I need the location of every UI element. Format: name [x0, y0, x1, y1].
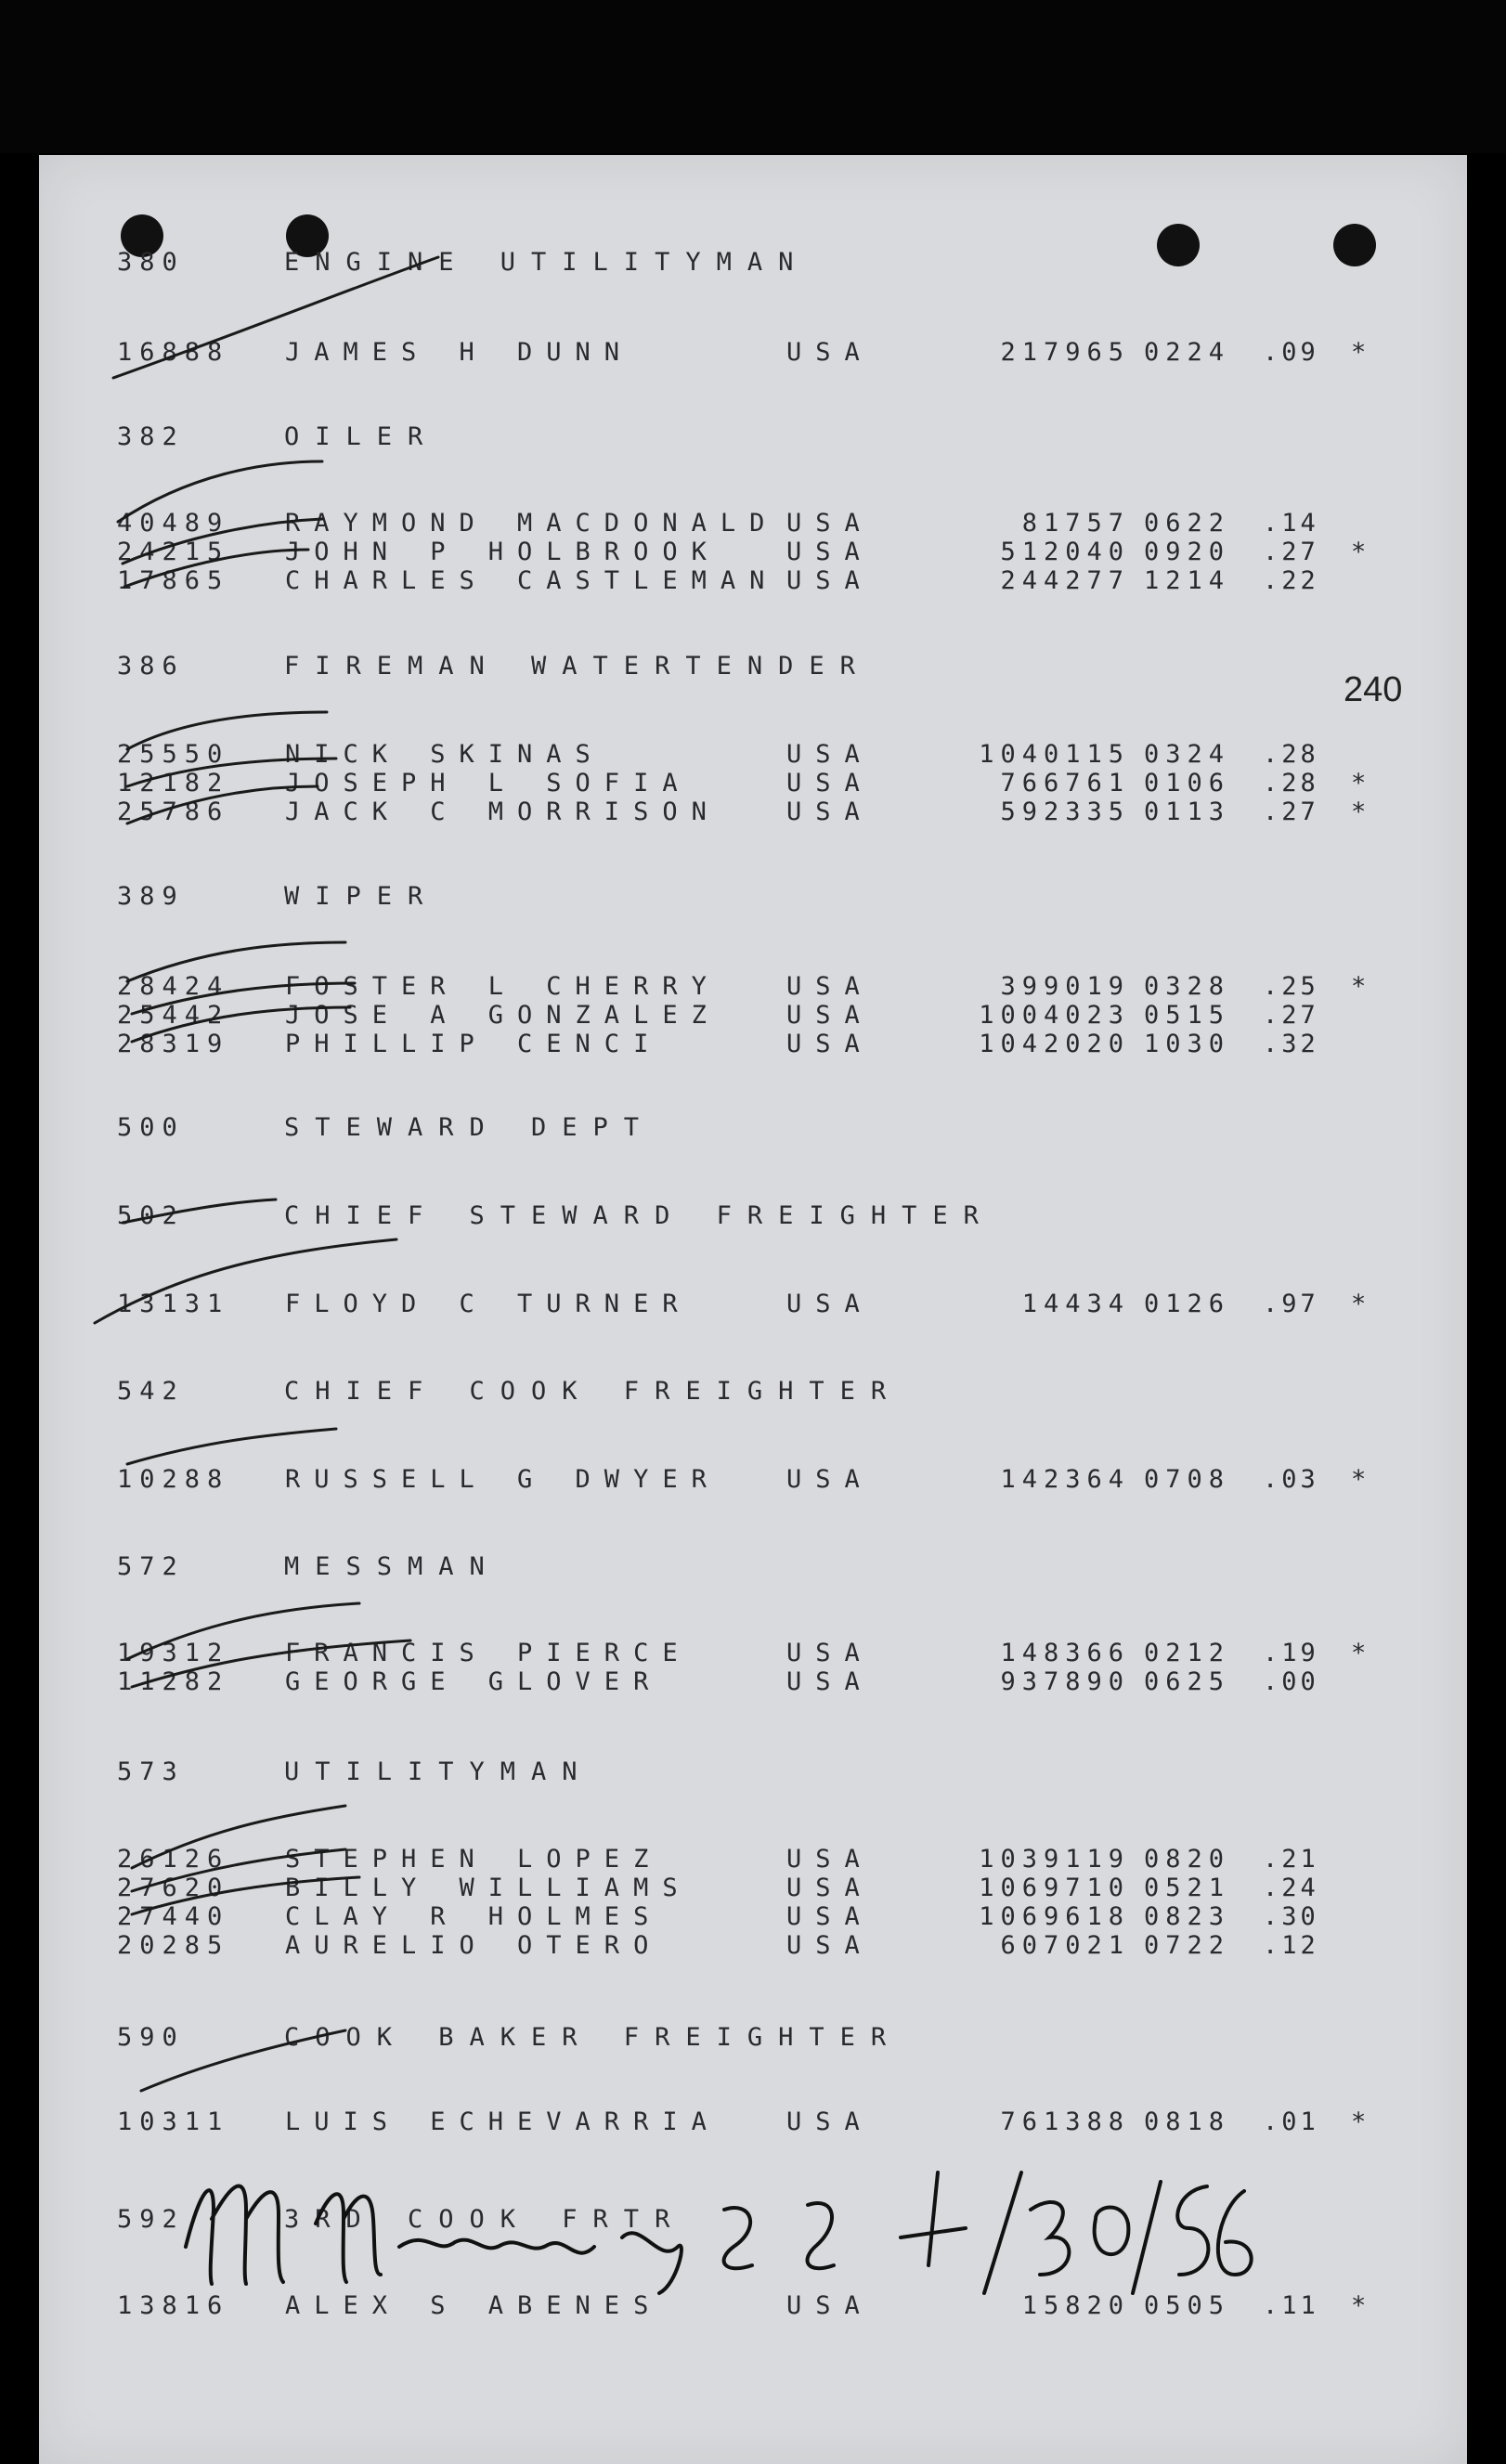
- rate-value: .27: [1263, 798, 1319, 826]
- asterisk-mark: *: [1351, 1465, 1367, 1494]
- section-code: 380: [117, 248, 185, 277]
- rate-value: .14: [1263, 509, 1319, 538]
- nationality: USA: [786, 740, 874, 769]
- table-row: [39, 509, 1467, 540]
- crew-name: ALEX S ABENES: [285, 2291, 663, 2320]
- asterisk-mark: *: [1351, 1290, 1367, 1318]
- document-id: 1042020: [979, 1030, 1130, 1058]
- asterisk-mark: *: [1351, 538, 1367, 566]
- crew-number: 13131: [117, 1290, 230, 1318]
- rate-value: .28: [1263, 740, 1319, 769]
- crew-number: 16888: [117, 338, 230, 367]
- nationality: USA: [786, 769, 874, 798]
- rate-value: .97: [1263, 1290, 1319, 1318]
- crew-name: FLOYD C TURNER: [285, 1290, 692, 1318]
- crew-number: 40489: [117, 509, 230, 538]
- nationality: USA: [786, 972, 874, 1001]
- nationality: USA: [786, 1639, 874, 1667]
- asterisk-mark: *: [1351, 769, 1367, 798]
- document-id: 217965: [1000, 338, 1130, 367]
- document-id: 1040115: [979, 740, 1130, 769]
- section-title: WIPER: [284, 882, 439, 911]
- rate-value: .24: [1263, 1874, 1319, 1902]
- table-row: [39, 566, 1467, 598]
- crew-number: 26126: [117, 1845, 230, 1874]
- table-row: [39, 1639, 1467, 1670]
- table-row: [39, 1001, 1467, 1032]
- asterisk-mark: *: [1351, 338, 1367, 367]
- section-header: [39, 422, 1467, 454]
- date-code: 0106: [1144, 769, 1231, 798]
- nationality: USA: [786, 1290, 874, 1318]
- asterisk-mark: *: [1351, 972, 1367, 1001]
- date-code: 0823: [1144, 1902, 1231, 1931]
- document-id: 399019: [1000, 972, 1130, 1001]
- section-header: [39, 1201, 1467, 1233]
- table-row: [39, 538, 1467, 569]
- crew-name: FOSTER L CHERRY: [285, 972, 721, 1001]
- crew-number: 10311: [117, 2107, 230, 2136]
- date-code: 0708: [1144, 1465, 1231, 1494]
- crew-name: FRANCIS PIERCE: [285, 1639, 692, 1667]
- crew-name: RAYMOND MACDONALD: [285, 509, 779, 538]
- document-id: 1069618: [979, 1902, 1130, 1931]
- table-row: [39, 1290, 1467, 1321]
- document-page: [39, 155, 1467, 2464]
- nationality: USA: [786, 538, 874, 566]
- document-id: 607021: [1000, 1931, 1130, 1960]
- rate-value: .03: [1263, 1465, 1319, 1494]
- section-code: 382: [117, 422, 185, 451]
- section-code: 389: [117, 882, 185, 911]
- nationality: USA: [786, 1874, 874, 1902]
- section-title: UTILITYMAN: [284, 1757, 593, 1786]
- table-row: [39, 769, 1467, 800]
- date-code: 1214: [1144, 566, 1231, 595]
- crew-number: 17865: [117, 566, 230, 595]
- crew-name: JOSEPH L SOFIA: [285, 769, 692, 798]
- date-code: 0722: [1144, 1931, 1231, 1960]
- document-id: 14434: [1021, 1290, 1130, 1318]
- crew-name: AURELIO OTERO: [285, 1931, 663, 1960]
- crew-number: 25786: [117, 798, 230, 826]
- section-code: 572: [117, 1552, 185, 1581]
- date-code: 0521: [1144, 1874, 1231, 1902]
- crew-number: 13816: [117, 2291, 230, 2320]
- rate-value: .28: [1263, 769, 1319, 798]
- table-row: [39, 798, 1467, 829]
- table-row: [39, 338, 1467, 370]
- crew-number: 11282: [117, 1667, 230, 1696]
- crew-number: 25550: [117, 740, 230, 769]
- document-id: 1069710: [979, 1874, 1130, 1902]
- document-id: 1004023: [979, 1001, 1130, 1030]
- section-code: 573: [117, 1757, 185, 1786]
- section-header: [39, 1113, 1467, 1145]
- section-header: [39, 248, 1467, 279]
- nationality: USA: [786, 2291, 874, 2320]
- asterisk-mark: *: [1351, 1639, 1367, 1667]
- table-row: [39, 1874, 1467, 1905]
- nationality: USA: [786, 1931, 874, 1960]
- crew-number: 27440: [117, 1902, 230, 1931]
- rate-value: .32: [1263, 1030, 1319, 1058]
- date-code: 0818: [1144, 2107, 1231, 2136]
- rate-value: .25: [1263, 972, 1319, 1001]
- asterisk-mark: *: [1351, 2291, 1367, 2320]
- section-code: 542: [117, 1377, 185, 1406]
- page-number: 240: [1344, 670, 1403, 709]
- crew-name: STEPHEN LOPEZ: [285, 1845, 663, 1874]
- rate-value: .27: [1263, 1001, 1319, 1030]
- document-id: 15820: [1021, 2291, 1130, 2320]
- document-id: 512040: [1000, 538, 1130, 566]
- section-header: [39, 652, 1467, 683]
- crew-name: JAMES H DUNN: [285, 338, 634, 367]
- table-row: [39, 1902, 1467, 1934]
- nationality: USA: [786, 1001, 874, 1030]
- rate-value: .01: [1263, 2107, 1319, 2136]
- section-title: FIREMAN WATERTENDER: [284, 652, 871, 681]
- crew-number: 28424: [117, 972, 230, 1001]
- document-id: 761388: [1000, 2107, 1130, 2136]
- section-header: [39, 1552, 1467, 1584]
- nationality: USA: [786, 338, 874, 367]
- date-code: 0625: [1144, 1667, 1231, 1696]
- crew-number: 27620: [117, 1874, 230, 1902]
- date-code: 0113: [1144, 798, 1231, 826]
- section-code: 502: [117, 1201, 185, 1230]
- crew-name: GEORGE GLOVER: [285, 1667, 663, 1696]
- scanner-frame: [0, 0, 1506, 153]
- crew-name: CHARLES CASTLEMAN: [285, 566, 779, 595]
- section-code: 592: [117, 2205, 185, 2234]
- section-title: OILER: [284, 422, 439, 451]
- nationality: USA: [786, 2107, 874, 2136]
- crew-name: JOSE A GONZALEZ: [285, 1001, 721, 1030]
- document-id: 937890: [1000, 1667, 1130, 1696]
- crew-number: 24215: [117, 538, 230, 566]
- crew-name: PHILLIP CENCI: [285, 1030, 663, 1058]
- crew-number: 28319: [117, 1030, 230, 1058]
- document-id: 148366: [1000, 1639, 1130, 1667]
- rate-value: .09: [1263, 338, 1319, 367]
- crew-name: JACK C MORRISON: [285, 798, 721, 826]
- date-code: 0622: [1144, 509, 1231, 538]
- rate-value: .19: [1263, 1639, 1319, 1667]
- crew-name: JOHN P HOLBROOK: [285, 538, 721, 566]
- asterisk-mark: *: [1351, 2107, 1367, 2136]
- crew-number: 25442: [117, 1001, 230, 1030]
- crew-name: NICK SKINAS: [285, 740, 604, 769]
- section-code: 590: [117, 2023, 185, 2052]
- document-id: 1039119: [979, 1845, 1130, 1874]
- document-id: 244277: [1000, 566, 1130, 595]
- nationality: USA: [786, 1667, 874, 1696]
- rate-value: .30: [1263, 1902, 1319, 1931]
- section-title: 3RD COOK FRTR: [284, 2205, 686, 2234]
- section-header: [39, 1377, 1467, 1408]
- date-code: 0328: [1144, 972, 1231, 1001]
- date-code: 0920: [1144, 538, 1231, 566]
- crew-number: 12182: [117, 769, 230, 798]
- nationality: USA: [786, 798, 874, 826]
- table-row: [39, 1465, 1467, 1497]
- handwritten-signature: [158, 2135, 1272, 2321]
- date-code: 0324: [1144, 740, 1231, 769]
- nationality: USA: [786, 1465, 874, 1494]
- document-id: 81757: [1021, 509, 1130, 538]
- rate-value: .11: [1263, 2291, 1319, 2320]
- nationality: USA: [786, 509, 874, 538]
- rate-value: .21: [1263, 1845, 1319, 1874]
- crew-number: 19312: [117, 1639, 230, 1667]
- table-row: [39, 1931, 1467, 1963]
- section-title: CHIEF STEWARD FREIGHTER: [284, 1201, 994, 1230]
- date-code: 0224: [1144, 338, 1231, 367]
- table-row: [39, 740, 1467, 772]
- document-id: 142364: [1000, 1465, 1130, 1494]
- date-code: 1030: [1144, 1030, 1231, 1058]
- crew-number: 10288: [117, 1465, 230, 1494]
- date-code: 0212: [1144, 1639, 1231, 1667]
- document-id: 592335: [1000, 798, 1130, 826]
- table-row: [39, 1845, 1467, 1876]
- section-title: CHIEF COOK FREIGHTER: [284, 1377, 902, 1406]
- section-code: 500: [117, 1113, 185, 1142]
- crew-name: RUSSELL G DWYER: [285, 1465, 721, 1494]
- rate-value: .12: [1263, 1931, 1319, 1960]
- section-title: MESSMAN: [284, 1552, 500, 1581]
- section-title: COOK BAKER FREIGHTER: [284, 2023, 902, 2052]
- date-code: 0126: [1144, 1290, 1231, 1318]
- section-title: STEWARD DEPT: [284, 1113, 656, 1142]
- crew-name: CLAY R HOLMES: [285, 1902, 663, 1931]
- nationality: USA: [786, 566, 874, 595]
- nationality: USA: [786, 1845, 874, 1874]
- document-id: 766761: [1000, 769, 1130, 798]
- crew-number: 20285: [117, 1931, 230, 1960]
- date-code: 0505: [1144, 2291, 1231, 2320]
- rate-value: .22: [1263, 566, 1319, 595]
- nationality: USA: [786, 1902, 874, 1931]
- rate-value: .27: [1263, 538, 1319, 566]
- asterisk-mark: *: [1351, 798, 1367, 826]
- section-title: ENGINE UTILITYMAN: [284, 248, 810, 277]
- table-row: [39, 2107, 1467, 2139]
- section-header: [39, 1757, 1467, 1789]
- section-header: [39, 2023, 1467, 2055]
- rate-value: .00: [1263, 1667, 1319, 1696]
- table-row: [39, 1030, 1467, 1061]
- date-code: 0820: [1144, 1845, 1231, 1874]
- crew-name: LUIS ECHEVARRIA: [285, 2107, 721, 2136]
- date-code: 0515: [1144, 1001, 1231, 1030]
- section-code: 386: [117, 652, 185, 681]
- crew-name: BILLY WILLIAMS: [285, 1874, 692, 1902]
- table-row: [39, 1667, 1467, 1699]
- table-row: [39, 972, 1467, 1004]
- nationality: USA: [786, 1030, 874, 1058]
- section-header: [39, 882, 1467, 914]
